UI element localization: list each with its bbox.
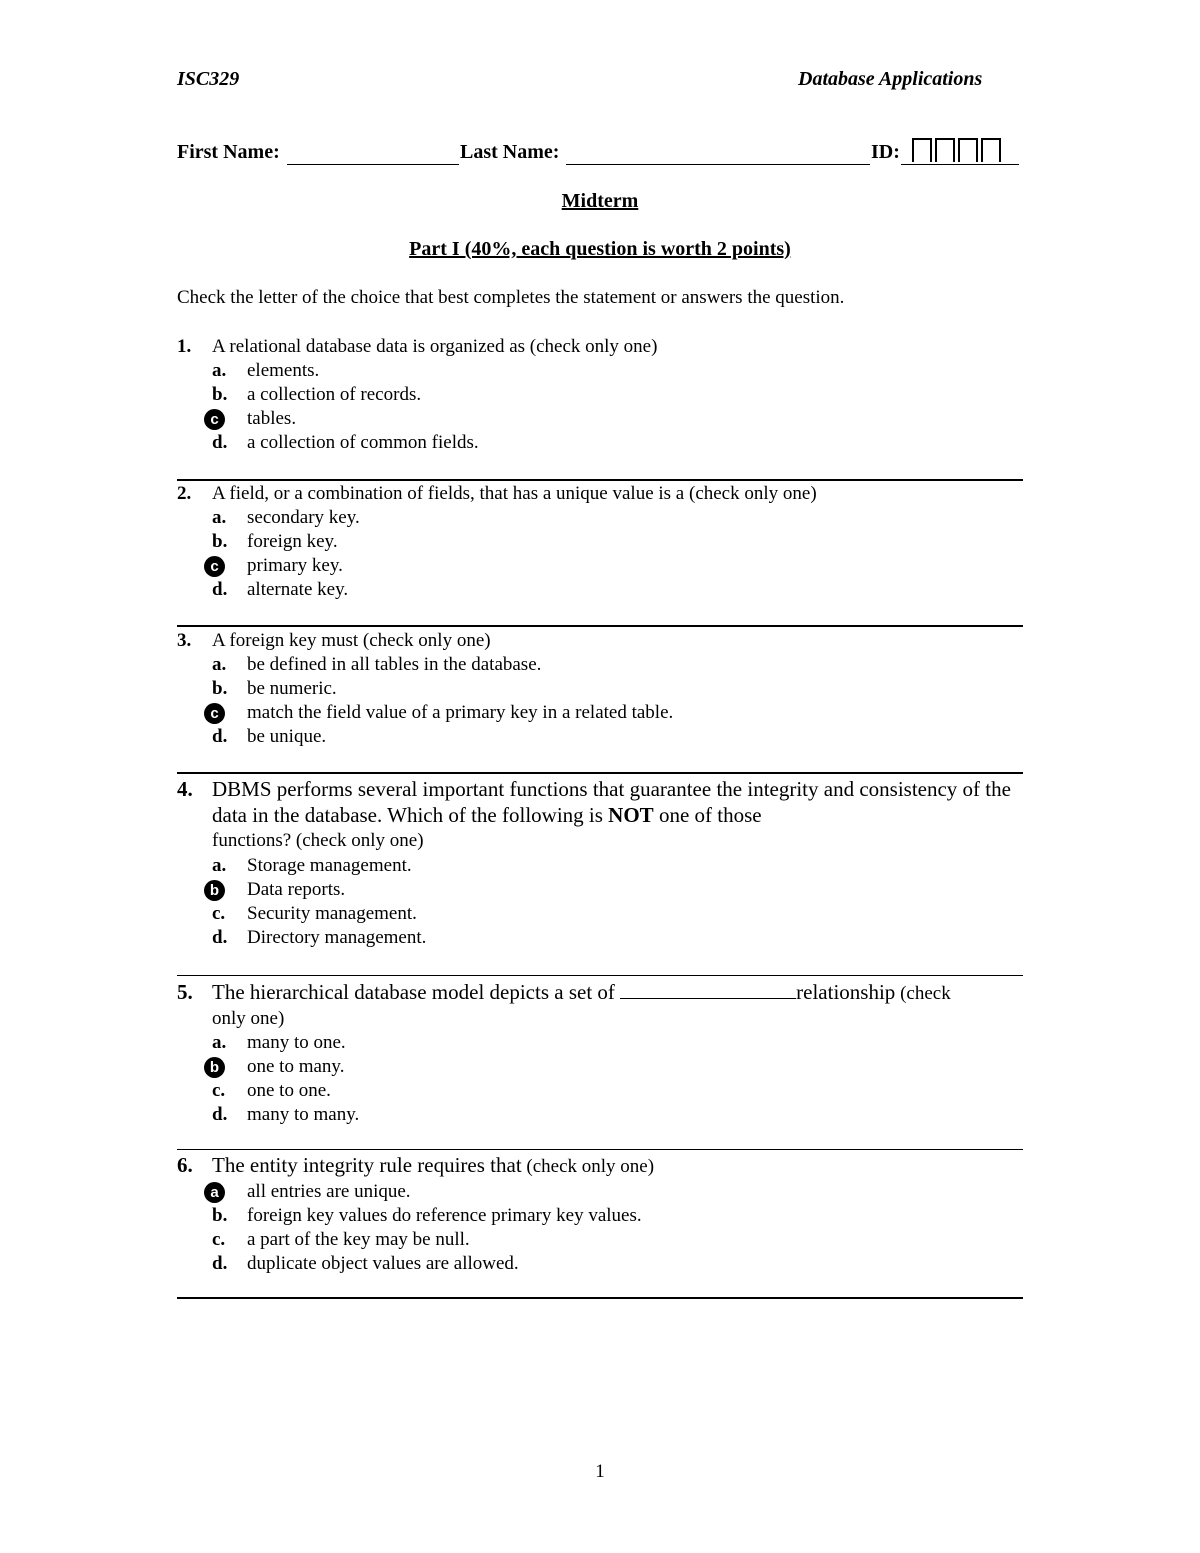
question-2	[177, 482, 1023, 602]
option-text: alternate key.	[247, 579, 349, 600]
course-subject: Database Applications	[798, 68, 983, 90]
option-text: match the field value of a primary key in a related table.	[247, 702, 674, 723]
question-text: DBMS performs several important functions that guarantee the integrity and consistency of the data in the database. Which of the following is	[212, 777, 1011, 827]
option-text: one to many.	[247, 1056, 345, 1077]
part-title: Part I (40%, each question is worth 2 points)	[409, 238, 791, 260]
answer-blank[interactable]	[620, 980, 796, 999]
question-5	[177, 979, 1023, 1127]
divider	[177, 479, 1023, 481]
option-letter: a.	[212, 1032, 227, 1053]
option-text: Directory management.	[247, 927, 427, 948]
option-text: Storage management.	[247, 855, 412, 876]
option-c[interactable]	[177, 902, 1023, 926]
question-text: one of those	[653, 803, 762, 827]
question-number: 1.	[177, 336, 192, 357]
option-text: a collection of common fields.	[247, 432, 479, 453]
divider	[177, 975, 1023, 976]
divider	[177, 1297, 1023, 1299]
option-text: a part of the key may be null.	[247, 1229, 470, 1250]
id-digit-box[interactable]	[981, 138, 1001, 162]
option-letter: b.	[212, 1205, 228, 1226]
option-a[interactable]	[177, 359, 1023, 383]
last-name-field[interactable]	[566, 164, 870, 165]
question-6	[177, 1152, 1023, 1276]
option-text: primary key.	[247, 555, 343, 576]
selected-answer-circle-icon: b	[204, 1057, 225, 1078]
divider	[177, 1149, 1023, 1150]
question-number: 2.	[177, 483, 192, 504]
option-text: many to many.	[247, 1104, 360, 1125]
option-letter: d.	[212, 1104, 228, 1125]
option-c[interactable]	[177, 1079, 1023, 1103]
option-c[interactable]	[177, 1228, 1023, 1252]
option-letter: c.	[212, 903, 226, 924]
question-text: A relational database data is organized as (check only one)	[212, 336, 658, 357]
option-letter: d.	[212, 579, 228, 600]
question-number: 3.	[177, 630, 192, 651]
option-letter: b.	[212, 531, 228, 552]
question-text: A foreign key must (check only one)	[212, 630, 491, 651]
question-3	[177, 629, 1023, 749]
option-letter: a.	[212, 855, 227, 876]
option-text: be defined in all tables in the database.	[247, 654, 542, 675]
option-text: all entries are unique.	[247, 1181, 411, 1202]
page-number: 1	[595, 1461, 605, 1482]
option-text: a collection of records.	[247, 384, 422, 405]
option-text: foreign key values do reference primary key values.	[247, 1205, 642, 1226]
question-text: (check	[895, 983, 951, 1004]
question-text: The entity integrity rule requires that	[212, 1153, 522, 1177]
option-letter: a.	[212, 360, 227, 381]
selected-answer-circle-icon: c	[204, 556, 225, 577]
question-text: only one)	[212, 1008, 285, 1029]
option-a[interactable]	[177, 506, 1023, 530]
question-emphasis: NOT	[608, 803, 654, 827]
question-4	[177, 776, 1023, 950]
option-b[interactable]	[177, 677, 1023, 701]
option-a[interactable]	[177, 653, 1023, 677]
option-text: many to one.	[247, 1032, 346, 1053]
option-a[interactable]	[177, 854, 1023, 878]
selected-answer-circle-icon: c	[204, 409, 225, 430]
option-letter: d.	[212, 927, 228, 948]
option-c-selected[interactable]	[177, 407, 1023, 431]
divider	[177, 772, 1023, 774]
option-letter: b.	[212, 384, 228, 405]
option-letter: c.	[212, 1080, 226, 1101]
option-a-selected[interactable]	[177, 1180, 1023, 1204]
instructions: Check the letter of the choice that best completes the statement or answers the question.	[177, 287, 845, 308]
selected-answer-circle-icon: c	[204, 703, 225, 724]
id-label: ID:	[871, 141, 900, 163]
id-digit-box[interactable]	[935, 138, 955, 162]
question-text: A field, or a combination of fields, that has a unique value is a (check only one)	[212, 483, 817, 504]
option-c-selected[interactable]	[177, 701, 1023, 725]
option-d[interactable]	[177, 1103, 1023, 1127]
option-b-selected[interactable]	[177, 1055, 1023, 1079]
question-text: functions? (check only one)	[212, 830, 424, 851]
option-c-selected[interactable]	[177, 554, 1023, 578]
option-text: tables.	[247, 408, 297, 429]
option-text: elements.	[247, 360, 320, 381]
option-text: foreign key.	[247, 531, 338, 552]
name-row	[177, 141, 1027, 169]
id-underline	[901, 164, 1019, 165]
option-letter: d.	[212, 432, 228, 453]
question-number: 5.	[177, 980, 193, 1004]
option-d[interactable]	[177, 578, 1023, 602]
question-text: (check only one)	[521, 1156, 655, 1177]
option-b[interactable]	[177, 530, 1023, 554]
option-letter: a.	[212, 507, 227, 528]
option-text: be unique.	[247, 726, 327, 747]
option-b[interactable]	[177, 1204, 1023, 1228]
option-d[interactable]	[177, 1252, 1023, 1276]
option-d[interactable]	[177, 725, 1023, 749]
last-name-label: Last Name:	[460, 141, 560, 163]
selected-answer-circle-icon: b	[204, 880, 225, 901]
option-d[interactable]	[177, 926, 1023, 950]
divider	[177, 625, 1023, 627]
question-text: relationship	[796, 980, 896, 1004]
course-code: ISC329	[177, 68, 240, 90]
option-a[interactable]	[177, 1031, 1023, 1055]
option-text: be numeric.	[247, 678, 337, 699]
option-text: duplicate object values are allowed.	[247, 1253, 519, 1274]
option-letter: a.	[212, 654, 227, 675]
question-number: 4.	[177, 777, 193, 801]
option-text: Security management.	[247, 903, 417, 924]
page-title: Midterm	[561, 190, 639, 212]
question-1	[177, 335, 1023, 455]
option-text: one to one.	[247, 1080, 331, 1101]
option-letter: c.	[212, 1229, 226, 1250]
id-digit-box[interactable]	[912, 138, 932, 162]
first-name-field[interactable]	[287, 164, 459, 165]
option-d[interactable]	[177, 431, 1023, 455]
option-text: secondary key.	[247, 507, 360, 528]
option-text: Data reports.	[247, 879, 346, 900]
option-b[interactable]	[177, 383, 1023, 407]
question-number: 6.	[177, 1153, 193, 1177]
option-letter: b.	[212, 678, 228, 699]
first-name-label: First Name:	[177, 141, 280, 163]
option-letter: d.	[212, 1253, 228, 1274]
id-digit-box[interactable]	[958, 138, 978, 162]
selected-answer-circle-icon: a	[204, 1182, 225, 1203]
option-b-selected[interactable]	[177, 878, 1023, 902]
option-letter: d.	[212, 726, 228, 747]
question-text: The hierarchical database model depicts a set of	[212, 980, 621, 1004]
